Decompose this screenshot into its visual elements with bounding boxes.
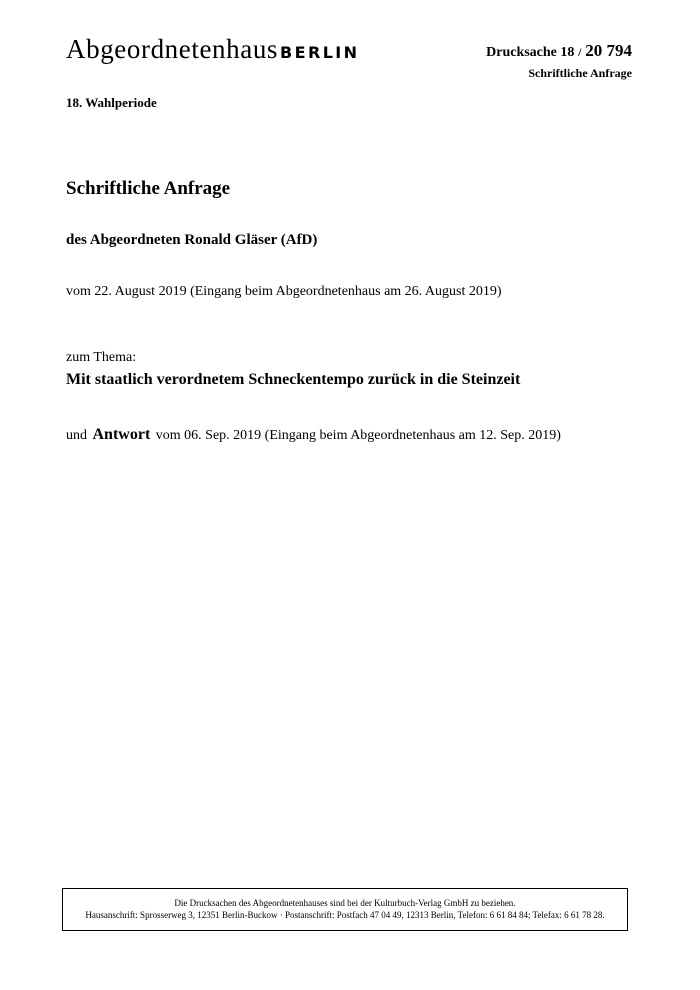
author-line: des Abgeordneten Ronald Gläser (AfD) <box>66 232 318 248</box>
logo-text-main: Abgeordnetenhaus <box>66 34 279 64</box>
submission-date-line: vom 22. August 2019 (Eingang beim Abgeordnetenhaus am 26. August 2019) <box>66 284 502 299</box>
topic-title: Mit staatlich verordnetem Schneckentempo zurück in die Steinzeit <box>66 371 521 388</box>
document-number: 20 794 <box>585 41 632 60</box>
answer-prefix: und <box>66 428 87 443</box>
answer-date: vom 06. Sep. 2019 (Eingang beim Abgeordnetenhaus am 12. Sep. 2019) <box>155 428 561 443</box>
document-type: Schriftliche Anfrage <box>528 65 632 80</box>
document-slash: / <box>578 45 582 59</box>
document-number-line <box>486 42 632 61</box>
footer-line-2: Hausanschrift: Sprosserweg 3, 12351 Berlin-Buckow · Postanschrift: Postfach 47 04 49, 12313 Berlin, Telefon: 6 61 84 84; Telefax: 6 61 78 28. <box>85 910 605 921</box>
topic-label: zum Thema: <box>66 350 137 365</box>
logo-text-city: BERLIN <box>280 43 360 62</box>
document-reference <box>486 42 632 80</box>
page-title: Schriftliche Anfrage <box>66 178 231 199</box>
answer-line <box>66 426 561 444</box>
answer-word: Antwort <box>92 426 151 443</box>
parliament-logo <box>66 36 359 63</box>
document-prefix: Drucksache 18 <box>486 45 575 60</box>
footer-line-1: Die Drucksachen des Abgeordnetenhauses sind bei der Kulturbuch-Verlag GmbH zu beziehen. <box>174 898 516 908</box>
footer-box <box>62 888 628 931</box>
legislative-period: 18. Wahlperiode <box>66 95 157 110</box>
